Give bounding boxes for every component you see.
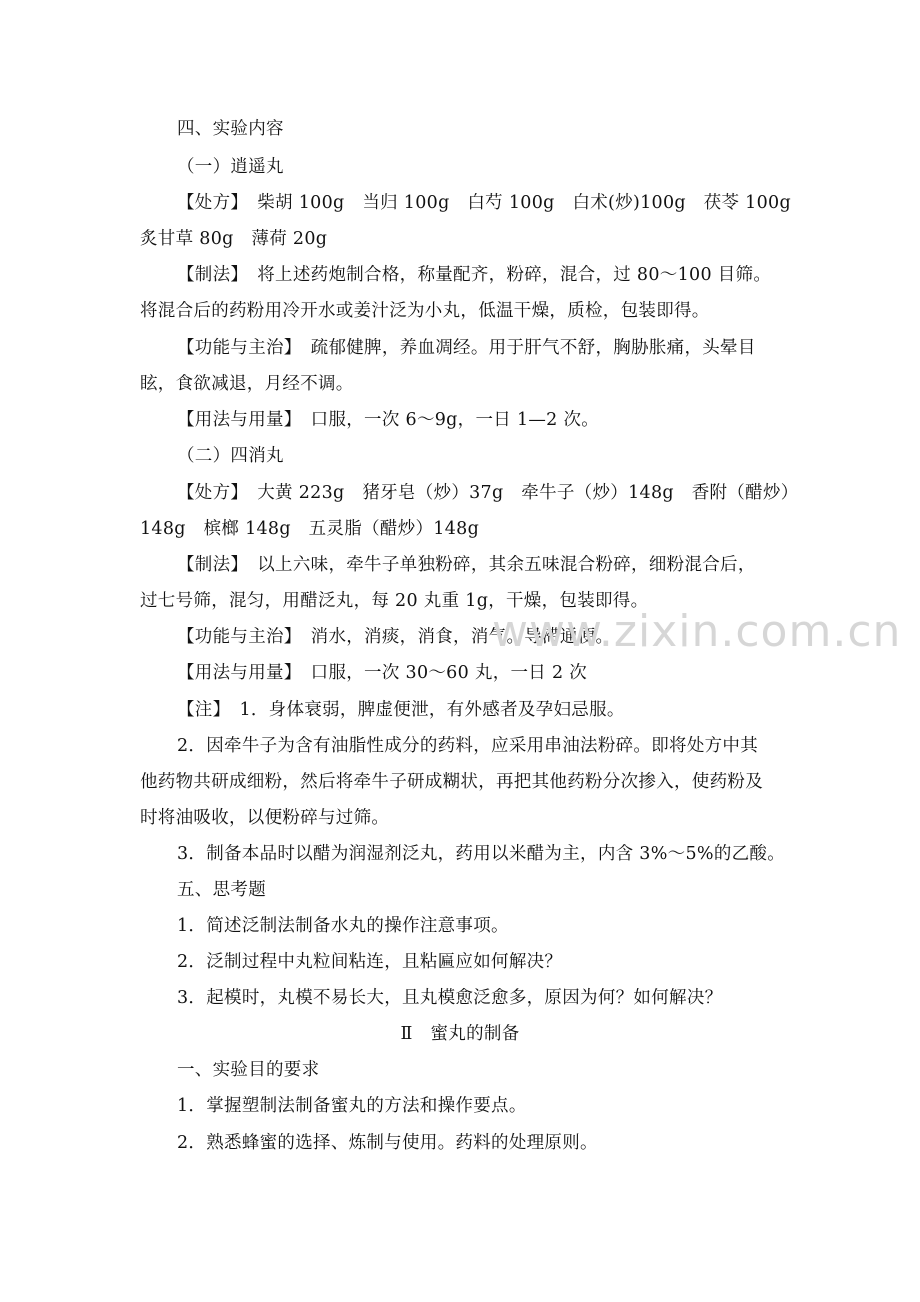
- objective-2: 2．熟悉蜂蜜的选择、炼制与使用。药料的处理原则。: [177, 1133, 598, 1153]
- chapter-title-honey-pill: Ⅱ 蜜丸的制备: [400, 1024, 520, 1044]
- note-item-2-line3: 时将油吸收，以便粉碎与过筛。: [140, 808, 390, 828]
- sixiao-method-line1: 【制法】 以上六味，牵牛子单独粉碎，其余五味混合粉碎，细粉混合后，: [177, 555, 756, 575]
- xiaoyao-function-line1: 【功能与主治】 疏郁健脾，养血凋经。用于肝气不舒，胸胁胀痛，头晕目: [177, 338, 756, 358]
- xiaoyao-prescription-line2: 炙甘草 80g 薄荷 20g: [140, 229, 328, 249]
- question-1: 1．简述泛制法制备水丸的操作注意事项。: [177, 916, 509, 936]
- xiaoyao-prescription-line1: 【处方】 柴胡 100g 当归 100g 白芍 100g 白术(炒)100g 茯苓 100g: [177, 193, 791, 213]
- question-2: 2．泛制过程中丸粒间粘连，且粘匾应如何解决？: [177, 952, 563, 972]
- sixiao-usage: 【用法与用量】 口服，一次 30～60 丸，一日 2 次: [177, 663, 588, 683]
- watermark-text: www.zixin.com.cn: [492, 606, 902, 657]
- xiaoyao-method-line2: 将混合后的药粉用冷开水或姜汁泛为小丸，低温干燥，质检，包装即得。: [140, 301, 710, 321]
- xiaoyao-usage: 【用法与用量】 口服，一次 6～9g，一日 1—2 次。: [177, 410, 600, 430]
- sixiao-method-line2: 过七号筛，混匀，用醋泛丸，每 20 丸重 1g，干燥，包装即得。: [140, 591, 649, 611]
- sixiao-function: 【功能与主治】 消水，消痰，消食，消气。导滞通便。: [177, 627, 614, 647]
- xiaoyao-function-line2: 眩，食欲减退，月经不调。: [140, 374, 354, 394]
- note-item-2-line1: 2．因牵牛子为含有油脂性成分的药料，应采用串油法粉碎。即将处方中其: [177, 736, 759, 756]
- note-item-3: 3．制备本品时以醋为润湿剂泛丸，药用以米醋为主，内含 3%～5%的乙酸。: [177, 844, 786, 864]
- section-heading-experiment-content: 四、实验内容: [177, 119, 284, 139]
- sixiao-prescription-line1: 【处方】 大黄 223g 猪牙皂（炒）37g 牵牛子（炒）148g 香附（醋炒）: [177, 483, 799, 503]
- sixiao-prescription-line2: 148g 槟榔 148g 五灵脂（醋炒）148g: [140, 519, 480, 539]
- xiaoyao-method-line1: 【制法】 将上述药炮制合格，称量配齐，粉碎，混合，过 80～100 目筛。: [177, 265, 772, 285]
- question-3: 3．起模时，丸模不易长大，且丸模愈泛愈多，原因为何？如何解决？: [177, 988, 723, 1008]
- note-item-1: 【注】 1．身体衰弱，脾虚便泄，有外感者及孕妇忌服。: [177, 700, 625, 720]
- subheading-xiaoyao-wan: （一）逍遥丸: [177, 157, 284, 177]
- objective-1: 1．掌握塑制法制备蜜丸的方法和操作要点。: [177, 1096, 527, 1116]
- note-item-2-line2: 他药物共研成细粉，然后将牵牛子研成糊状，再把其他药粉分次掺入，使药粉及: [140, 772, 763, 792]
- subheading-sixiao-wan: （二）四消丸: [177, 446, 284, 466]
- section-heading-objectives: 一、实验目的要求: [177, 1060, 320, 1080]
- section-heading-questions: 五、思考题: [177, 880, 266, 900]
